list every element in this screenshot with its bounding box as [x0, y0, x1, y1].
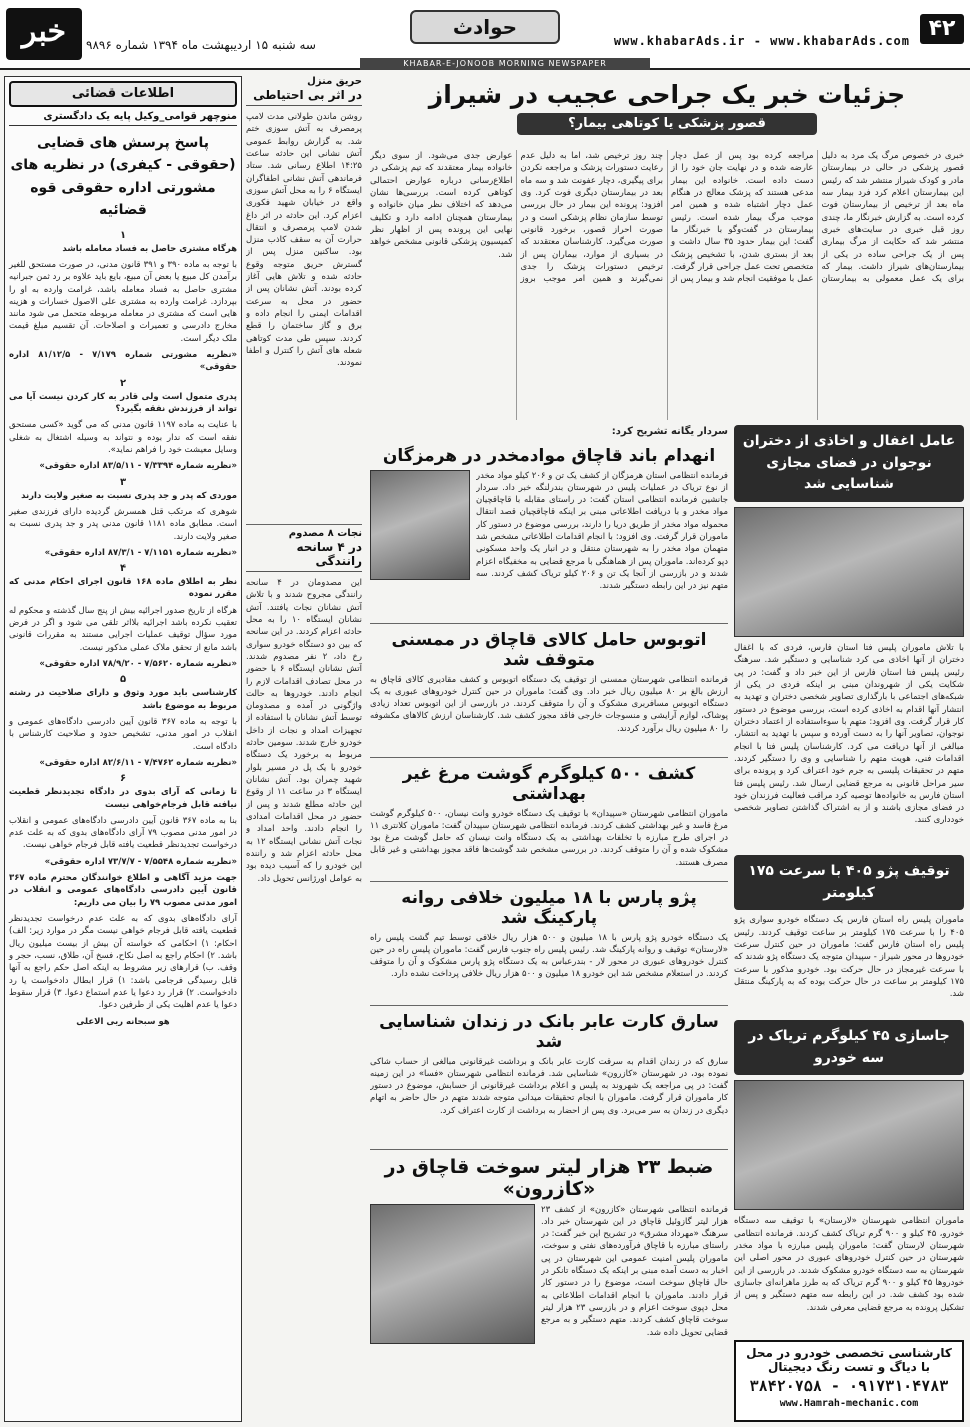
story-body: یک دستگاه خودرو پژو پارس با ۱۸ میلیون و ۵۰۰ هزار ریال خلافی توسط تیم گشت پلیس راه «لارستان» توقیف و روانه پارکینگ شد. رئیس پلیس راه جنوب فارس گفت: ماموران پلیس راه در حین کنترل خودروهای عبوری در محور لار - بندرعباس به یک دستگاه پژو پارس مشکوک و آن را متوقف کردند. در استعلام مشخص شد این خودرو ۱۸ میلیون و ۵۰۰ هزار ریال خلافی پرداخت نشده دارد.	[370, 932, 728, 980]
question-ruling: «نظریه مشورتی شماره ۷/۱۷۹ - ۸۱/۱۲/۵ اداره حقوقی»	[9, 350, 237, 373]
right-story-1	[734, 425, 964, 830]
question-body: بنا به ماده ۳۶۷ قانون آیین دادرسی دادگاه‌های عمومی و انقلاب در امور مدنی مصوب ۷۹ آرای دادگاه‌های بدوی که به علت عدم درخواست تجدیدنظر قطعیت یافته قابل فرجام خواهی نیست.	[9, 815, 237, 851]
story-photo	[370, 470, 470, 580]
story-title: عامل اغفال و اخاذی از دختران نوجوان در فضای مجازی شناسایی شد	[734, 425, 964, 502]
lead-story-title: جزئیات خبر یک جراحی عجیب در شیراز	[428, 80, 906, 109]
divider	[370, 1005, 728, 1006]
question-lead: تا زمانی که آرای بدوی در دادگاه تجدیدنظر قطعیت نیافته قابل فرجام‌خواهی نیست	[9, 787, 237, 810]
story-body: فرمانده انتظامی شهرستان «کازرون» از کشف ۲۳ هزار لیتر گازوئیل قاچاق در این شهرستان خبر داد. سرهنگ «مهرداد مشرق» در تشریح این خبر گفت: در راستای مبارزه با قاچاق فرآورده‌های نفتی و سوخت، ماموران پلیس امنیت عمومی این شهرستان در پی اخبار به دست آمده مبنی بر اینکه یک دستگاه تانکر در حال قاچاق سوخت است، موضوع را در دستور کار قرار دادند. ماموران با انجام اقدامات اطلاعاتی به محل دپوی سوخت اعزام و در بازرسی ۲۳ هزار لیتر سوخت قاچاق کشف کردند. متهم دستگیر و به مرجع قضایی تحویل داده شد.	[541, 1204, 728, 1338]
issue-info: سه شنبه ۱۵ اردیبهشت ماه ۱۳۹۴ شماره ۹۸۹۶	[86, 38, 316, 52]
lead-story-subtitle: قصور پزشکی یا کوتاهی بیمار؟	[517, 113, 817, 135]
question-body: با توجه به ماده ۳۹۰ و ۳۹۱ قانون مدنی، در صورت مستحق للغیر برآمدن کل مبیع یا بعض آن مبیع، بایع باید علاوه بر رد ثمن جبرانیه مشتری حاصل به فساد معامله باشد، غرامت وارده به او را بپردازد. غرامت وارده به مشتری علی الاصول خسارات و هزینه هایی است که مشتری در معامله مربوطه متحمل می شود مانند مخارج دادرسی و تعمیرات و اصلاحات. آن تقسیم مبلغ قیمت ملک دیگر است.	[9, 259, 238, 344]
story-title: جاسازی ۴۵ کیلوگرم تریاک در سه خودرو	[734, 1020, 964, 1075]
middle-column	[370, 425, 728, 1415]
legal-column	[4, 76, 242, 1422]
question-number: ۴	[119, 563, 127, 575]
story-body: فرمانده انتظامی استان هرمزگان از کشف یک تن و ۲۰۶ کیلو مواد مخدر از نوع تریاک در عملیات پلیس در شهرستان بندرلنگه خبر داد. سردار جانشین فرمانده انتظامی استان گفت: در راستای مقابله با قاچاقچیان مواد مخدر و با دریافت اطلاعاتی مبنی بر اینکه قاچاقچیان قصد انتقال محموله مواد مخدر از طریق دریا را دارند، بررسی موضوع در دستور کار ماموران قرار گرفت. وی افزود: با انجام اقدامات اطلاعاتی مشخص شد متهمان مواد مخدر را به شهرستان منتقل و در انبار یک واحد مسکونی دپو کرده‌اند. ماموران پس از هماهنگی با مرجع قضایی به مخفیگاه اعزام شدند و در بازرسی از آنجا یک تن و ۲۰۶ کیلو تریاک کشف کردند. سه متهم نیز در این رابطه دستگیر شدند.	[476, 470, 728, 592]
question-lead: نظر به اطلاق ماده ۱۶۸ قانون اجرای احکام مدنی که مقرر نموده	[9, 577, 238, 600]
story-body: ماموران انتظامی شهرستان «لارستان» با توقیف سه دستگاه خودرو، ۴۵ کیلو و ۹۰۰ گرم تریاک کشف کردند. فرمانده انتظامی شهرستان لارستان گفت: ماموران پلیس مبارزه با مواد مخدر شهرستان در حین کنترل خودروهای عبوری در محور اصلی این شهرستان به سه دستگاه خودرو مشکوک شدند. در بازرسی از این خودروها ۴۵ کیلو و ۹۰۰ گرم تریاک که به طرز ماهرانه‌ای جاسازی شده بود کشف شد. در این رابطه سه متهم دستگیر و پس از تشکیل پرونده به مرجع قضایی معرفی شدند.	[734, 1216, 964, 1313]
story-body: با تلاش ماموران پلیس فتا استان فارس، فردی که با اغفال دختران از آنها اخاذی می کرد شناسایی و دستگیر شد. سرهنگ رئیس پلیس فتا استان فارس از این خبر داد و گفت: در پی شکایت یکی از شهروندان مبنی بر اینکه فردی در یکی از شبکه‌های اجتماعی با بارگذاری تصاویر شخصی دختران و تهدید به انتشار آنها اقدام به اخاذی کرده است، بررسی موضوع در دستور کار قرار گرفت. وی افزود: متهم با سوءاستفاده از اعتماد دختران نوجوان، تصاویر آنها را به دست آورده و سپس با تهدید به انتشار، مبالغی از آنها دریافت می کرد. کارشناسان پلیس فتا با انجام اقدامات فنی، هویت متهم را شناسایی و وی را دستگیر کردند. متهم در تحقیقات پلیسی به جرم خود اعتراف کرد و پرونده برای سیر مراحل قانونی به مرجع قضایی ارسال شد. رئیس پلیس فتا استان فارس به خانواده‌ها توصیه کرد مراقب فعالیت فرزندان خود در فضای مجازی باشند و از به اشتراک گذاشتن تصاویر شخصی خودداری کنند.	[734, 643, 964, 826]
story-title: در ۴ سانحه رانندگی	[246, 540, 362, 572]
story-title: ضبط ۲۳ هزار لیتر سوخت قاچاق در «کازرون»	[384, 1155, 714, 1200]
divider	[370, 757, 728, 758]
question-number: ۳	[119, 476, 127, 488]
story-body: ماموران انتظامی شهرستان «سپیدان» با توقیف یک دستگاه خودرو وانت نیسان، ۵۰۰ کیلوگرم گوشت مرغ فاسد و غیر بهداشتی کشف کردند. فرمانده انتظامی شهرستان سپیدان گفت: ماموران کلانتری ۱۱ در اجرای طرح مبارزه با تخلفات بهداشتی به یک دستگاه وانت نیسان که حامل گوشت مرغ بود مشکوک شده و آن را متوقف کردند. در بررسی مشخص شد گوشت‌ها فاقد مجوز بهداشتی و غیر قابل مصرف هستند.	[370, 808, 728, 868]
right-story-2	[734, 855, 964, 1005]
question-lead: هرگاه مشتری حاصل به فساد معامله باشد	[62, 243, 237, 254]
lead-story-header	[370, 76, 964, 148]
story-photo	[370, 1204, 535, 1344]
question-number: ۱	[119, 229, 127, 241]
question-number: ۶	[119, 773, 127, 785]
narrow-column	[246, 76, 362, 1256]
story-photo	[734, 1080, 964, 1210]
question-body: با توجه به ماده ۳۶۷ قانون آیین دادرسی دادگاه‌های عمومی و انقلاب در امور مدنی، تشخیص حدود و صلاحیت کارشناس با دادگاه است.	[9, 716, 237, 752]
story-kicker: حریق منزل	[307, 76, 362, 87]
legal-title: پاسخ پرسش های قضایی (حقوقی - کیفری) در نظریه های مشورتی اداره حقوقی قوه قضائیه	[10, 135, 236, 219]
question-number: ۲	[119, 377, 127, 389]
story-body: این مصدومان در ۴ سانحه رانندگی مجروح شدند و با تلاش آتش نشانان نجات یافتند. آتش نشانان ایستگاه ۱۰ را به محل حادثه اعزام کردند. در این سانحه که بین دو دستگاه خودرو سواری رخ داد، ۲ نفر مصدوم شدند. آتش نشانان ایستگاه ۶ با حضور در محل تصادف اقدامات لازم را انجام دادند. خودروها به حالت واژگونی در آمده و مصدومان توسط آتش نشانان با استفاده از تجهیزات امداد و نجات از داخل خودرو خارج شدند. سومین حادثه مربوط به برخورد یک دستگاه خودرو با یک پل در مسیر بلوار شهید چمران بود. آتش نشانان ایستگاه ۳ در ساعت ۱۱ از وقوع این حادثه مطلع شدند و پس از حضور در محل اقدامات امدادی را انجام دادند. واحد امداد و نجات آتش نشانی ایستگاه ۱۲ به محل حادثه اعزام شد و راننده این خودرو را که آسیب دیده بود به عوامل اورژانس تحویل داد.	[246, 578, 362, 884]
question-lead: موردی که پدر و جد پدری نسبت به صغیر ولایت دارند	[21, 490, 237, 501]
story-kicker: نجات ۸ مصدوم	[288, 528, 362, 539]
page-number: ۴۲	[920, 14, 964, 44]
story-kicker: سردار یگانه تشریح کرد:	[611, 426, 728, 437]
story-title: سارق کارت عابر بانک در زندان شناسایی شد	[379, 1011, 719, 1052]
story-body: سارق که در زندان اقدام به سرقت کارت عابر بانک و برداشت غیرقانونی مبالغی از حساب شاکی نموده بود، در شهرستان «کازرون» شناسایی شد. فرمانده انتظامی شهرستان «فسا» در این زمینه گفت: در پی مراجعه یک شهروند به پلیس و اعلام برداشت غیرقانونی از حسابش، موضوع در دستور کار ماموران قرار گرفت. ماموران با انجام تحقیقات میدانی متوجه شدند متهم در حال حاضر به اتهام دیگری در زندان به سر می‌برد. وی پس از احضار به برداشت از کارت اعتراف کرد.	[370, 1056, 728, 1116]
question-ruling: «نظریه شماره ۷/۵۶۲۰ - ۷۸/۹/۲۰ اداره حقوقی»	[39, 659, 237, 669]
story-title: در اثر بی احتیاطی	[246, 88, 362, 106]
question-ruling: «نظریه شماره ۷/۴۷۶۲ - ۸۲/۶/۱۱ اداره حقوقی»	[39, 757, 237, 768]
divider	[370, 1149, 728, 1150]
story-title: اتوبوس حامل کالای قاچاق در ممسنی متوقف شد	[391, 629, 707, 670]
story-title: انهدام باند قاچاق موادمخدر در هرمزگان	[382, 445, 716, 466]
site-url[interactable]: www.khabarAds.ir - www.khabarAds.com	[613, 34, 910, 48]
masthead	[0, 0, 970, 70]
advertisement[interactable]	[734, 1340, 964, 1422]
story-title: کشف ۵۰۰ کیلوگرم گوشت مرغ غیر بهداشتی	[402, 763, 696, 804]
story-body: ماموران پلیس راه استان فارس یک دستگاه خودرو سواری پژو ۴۰۵ را با سرعت ۱۷۵ کیلومتر بر ساعت توقیف کردند. رئیس پلیس راه استان فارس گفت: ماموران در حین کنترل سرعت خودروها در محور شیراز - سپیدان متوجه یک دستگاه پژو شدند که با سرعت غیرمجاز در حال حرکت بود. خودرو مذکور با سرعت ۱۷۵ کیلومتر بر ساعت در حال حرکت بوده که به پارکینگ منتقل شد.	[734, 915, 964, 1000]
question-body: شوهری که مرتکب قتل همسرش گردیده دارای فرزندی صغیر است. مطابق ماده ۱۱۸۱ قانون مدنی پدر و جد پدری نسبت به صغیر ولایت دارند.	[9, 506, 238, 542]
question-body: هرگاه از تاریخ صدور اجرائیه بیش از پنج سال گذشته و محکوم له تعقیب نکرده باشد اجرائیه بلااثر تلقی می شود و اگر در فرض مورد سؤال توقیف عملیات اجرایی مستند به مقررات قانونی باشد مانع از تحقق ملاک عملی مذکور نیست.	[9, 605, 237, 653]
question-lead: کارشناسی باید مورد وثوق و دارای صلاحیت در رشته مربوط به موضوع باشد	[9, 688, 237, 711]
ad-phone[interactable]: ۰۹۱۷۳۱۰۴۷۸۳ - ۳۸۴۲۰۷۵۸	[749, 1377, 949, 1395]
tagline: KHABAR-E-JONOOB MORNING NEWSPAPER	[360, 58, 650, 70]
question-body: آرای دادگاه‌های بدوی که به علت عدم درخواست تجدیدنظر قطعیت یافته قابل فرجام خواهی نیست مگر در موارد زیر: الف) احکام: ۱) احکامی که خواسته آن بیش از بیست میلیون ریال باشد. ۲) احکام راجع به اصل نکاح، فسخ آن، طلاق، نسب، حجر و وقف. ب) قرارهای زیر مشروط به اینکه اصل حکم راجع به آنها قابل رسیدگی فرجامی باشد: ۱) قرار ابطال دادخواست یا رد دادخواست. ۲) قرار رد دعوا یا عدم استماع دعوا. ۳) قرار سقوط دعوا یا عدم اهلیت یکی از طرفین دعوا.	[9, 914, 238, 1011]
question-lead: جهت مزید آگاهی و اطلاع خوانندگان محترم ماده ۳۶۷ قانون آیین دادرسی دادگاه‌های عمومی و انقلاب در امور مدنی مصوب ۷۹ را بیان می داریم:	[9, 873, 237, 908]
story-title: توقیف پژو ۴۰۵ با سرعت ۱۷۵ کیلومتر	[734, 855, 964, 910]
story-photo	[734, 507, 964, 637]
question-ruling: «نظریه شماره ۷/۱۱۵۱ - ۸۷/۳/۱ اداره حقوقی»	[44, 547, 237, 558]
question-body: با عنایت به ماده ۱۱۹۷ قانون مدنی که می گوید «کسی مستحق نفقه است که ندار بوده و نتواند به وسیله اشتغال به شغلی وسایل معیشت خود را فراهم نماید».	[9, 420, 237, 455]
legal-body	[9, 230, 237, 1028]
question-ruling: «نظریه شماره ۷/۳۳۹۴ - ۸۳/۵/۱۱ اداره حقوقی»	[39, 461, 237, 472]
ad-title: کارشناسی تخصصی خودرو در محل با دیاگ و تست رنگ دیجیتال	[746, 1346, 952, 1374]
divider	[246, 524, 362, 525]
legal-byline: منوچهر قوامی_وکیل پایه یک دادگستری	[9, 111, 237, 126]
divider	[370, 623, 728, 624]
story-body: روشن ماندن طولانی مدت لامپ پرمصرف به آتش سوزی ختم شد. به گزارش روابط عمومی آتش نشانی این حادثه ساعت ۱۴:۲۵ اطلاع رسانی شد. ستاد فرماندهی آتش نشانی اطفاگران ایستگاه ۶ را به محل آتش سوزی واقع در خیابان شهید فکوری اعزام کرد. این حادثه در اثر داغ شدن لامپ پرمصرف و انتقال حرارت آن به سقف کاذب منزل بود. ساکنین منزل پس از گسترش حریق متوجه وقوع حادثه شده و تلاش هایی آغاز کرده بودند. آتش نشانان پس از حضور در محل به سرعت اقدامات ایمنی را انجام داده و برق و گاز ساختمان را قطع کردند. سپس طی مدت کوتاهی شعله های آتش را کنترل و اطفا نمودند.	[246, 112, 362, 369]
lead-story-body: خبری در خصوص مرگ یک مرد به دلیل قصور پزشکی در حالی در بیمارستان مادر و کودک شیراز منتشر شد که رئیس این بیمارستان اعلام کرد فرد بیمار سه ماه بعد از ترخیص از بیمارستان فوت کرده است. به گزارش خبرنگار ما، چندی روز قبل خبری در سایت‌های خبری منتشر شد که حکایت از مرگ بیماری پس از یک جراحی ساده در یکی از بیمارستان‌های شیراز داشت. بیمار که برای یک عمل معمولی به بیمارستان مراجعه کرده بود پس از عمل دچار عارضه شده و در نهایت جان خود را از دست داده است. خانواده این بیمار مدعی هستند که پزشک معالج در هنگام عمل دچار اشتباه شده و همین امر موجب مرگ بیمار شده است. رئیس بیمارستان در گفت‌وگو با خبرنگار ما گفت: این بیمار حدود ۳۵ سال داشت و بعد از بستری شدن، با تشخیص پزشک متخصص تحت عمل جراحی قرار گرفت. عمل با موفقیت انجام شد و بیمار پس از چند روز ترخیص شد، اما به دلیل عدم رعایت دستورات پزشک و مراجعه نکردن برای پیگیری، دچار عفونت شد و سه ماه بعد در بیمارستان دیگری فوت کرد. وی افزود: پرونده این بیمار در حال بررسی توسط سازمان نظام پزشکی است و در صورت احراز قصور، برخورد قانونی صورت می‌گیرد. کارشناسان معتقدند که در بسیاری از موارد، بیماران پس از ترخیص دستورات پزشک را جدی نمی‌گیرند و همین امر موجب بروز عوارض جدی می‌شود. از سوی دیگر خانواده بیمار معتقدند که تیم پزشکی در اطلاع‌رسانی درباره عوارض احتمالی کوتاهی کرده است. بررسی‌ها نشان می‌دهد که اختلاف نظر میان خانواده و بیمارستان همچنان ادامه دارد و تکلیف نهایی این پرونده پس از اظهار نظر کمیسیون پزشکی قانونی مشخص خواهد شد.	[370, 151, 964, 285]
question-ruling: «نظریه شماره ۷/۵۵۴۸ - ۷۳/۷/۷ اداره حقوقی»	[44, 856, 237, 867]
question-number: ۵	[119, 674, 127, 686]
ad-url[interactable]: www.Hamrah-mechanic.com	[779, 1398, 919, 1409]
newspaper-logo: خبر	[6, 8, 82, 60]
section-title: حوادث	[410, 10, 560, 44]
story-title: پژو پارس با ۱۸ میلیون خلافی روانه پارکینگ شد	[401, 887, 697, 928]
right-story-3	[734, 1020, 964, 1335]
question-lead: پدری متمول است ولی قادر به کار کردن نیست آیا می تواند از فرزندش نفقه بگیرد؟	[9, 391, 237, 414]
legal-closing: هو سبحانه ربی الاعلی	[76, 1016, 170, 1027]
story-body: فرمانده انتظامی شهرستان ممسنی از توقیف یک دستگاه اتوبوس و کشف مقادیری کالای قاچاق به ارزش بالغ بر ۸۰ میلیون ریال خبر داد. وی گفت: ماموران در حین کنترل خودروهای عبوری به یک دستگاه اتوبوس مسافربری مشکوک و آن را متوقف کردند. در بازرسی از این اتوبوس تعداد زیادی پوشاک، لوازم آرایشی و منسوجات خارجی فاقد مجوز کشف شد. کارشناسان ارزش کالاهای مکشوفه را ۸۰ میلیون ریال برآورد کردند.	[370, 674, 728, 734]
divider	[370, 881, 728, 882]
legal-badge: اطلاعات قضائی	[9, 81, 237, 107]
